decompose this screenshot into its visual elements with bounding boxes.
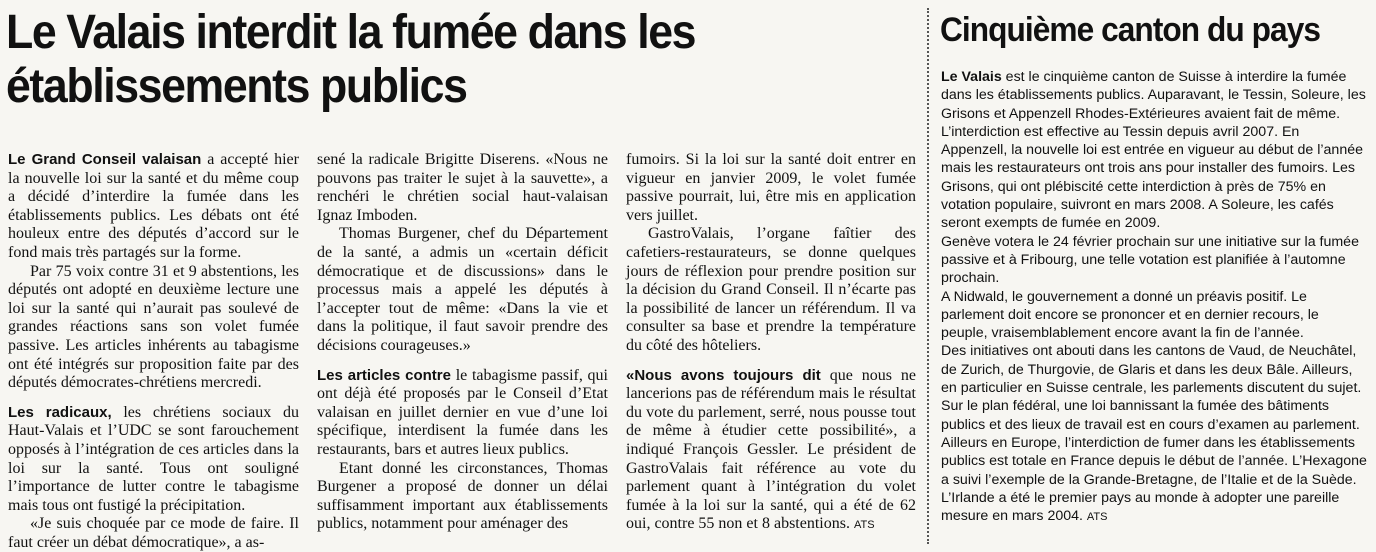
article-column-1 xyxy=(8,151,299,552)
paragraph: fumoirs. Si la loi sur la santé doit entrer en vigueur en janvier 2009, le volet fumée passive pourrait, lui, être mis en application vers juillet. xyxy=(626,151,916,224)
paragraph: Thomas Burgener, chef du Département de la santé, a admis un «certain déficit démocratique et de discussions» dans le processus mais a appelé les députés à l’accepter tout de même: «Dans la vie et dans la politique, il faut savoir prendre des décisions courageuses.» xyxy=(317,225,608,354)
paragraph-lead: Les radicaux, xyxy=(8,403,112,421)
paragraph: Etant donné les circonstances, Thomas Burgener a proposé de donner un délai suffisamment important aux établissements publics, notamment pour aménager des xyxy=(317,459,608,533)
paragraph xyxy=(626,367,916,535)
paragraph xyxy=(941,68,1368,233)
sidebar-title: Cinquième canton du pays xyxy=(940,11,1321,49)
paragraph: Par 75 voix contre 31 et 9 abstentions, les députés ont adopté en deuxième lecture une loi sur la santé qui n’aurait pas soulevé de grandes réactions sans son volet fumée passive. Les articles inhérents au tabagisme ont été intégrés sur proposition faite par des députés démocrates-chrétiens mercredi. xyxy=(8,262,299,392)
paragraph-lead: Le Grand Conseil valaisan xyxy=(8,151,202,168)
paragraph: GastroValais, l’organe faîtier des cafetiers-restaurateurs, se donne quelques jours de réflexion pour prendre position sur la décision du Grand Conseil. Il n’écarte pas la possibilité de lancer un référendum. Il va consulter sa base et prendre la température du côté des hôteliers. xyxy=(626,225,916,354)
paragraph xyxy=(8,404,299,516)
paragraph xyxy=(8,151,299,263)
paragraph-text: que nous ne lancerions pas de référendum mais le résultat du vote du parlement, serré, nous pousse tout de même à étudier cette possibilité», a indiqué François Gessler. Le président de GastroValais fait référence au vote du parlement quant à l’intégration du volet fumée à la loi sur la santé, qui a été de 62 oui, contre 55 non et 8 abstentions. xyxy=(626,366,917,533)
paragraph: Genève votera le 24 février prochain sur une initiative sur la fumée passive et à Fribourg, une telle votation est planifiée à l’automne prochain. xyxy=(941,233,1359,287)
article-column-3 xyxy=(626,151,916,535)
paragraph: sené la radicale Brigitte Diserens. «Nous ne pouvons pas traiter le sujet à la sauvette», a renchéri le chrétien social haut-valaisan Ignaz Imboden. xyxy=(317,151,608,224)
paragraph-text: est le cinquième canton de Suisse à interdire la fumée dans les établissements publics. Auparavant, le Tessin, Soleure, les Grisons et Appenzell Rhodes-Extérieures avaient fait de même. L’interdiction est effective au Tessin depuis avril 2007. En Appenzell, la nouvelle loi est entrée en vigueur au début de l’année mais les restaurateurs ont trois ans pour installer des fumoirs. Les Grisons, qui ont plébiscité cette interdiction à près de 75% en votation populaire, suivront en mars 2008. A Soleure, les cafés seront exempts de fumée en 2009. xyxy=(941,69,1366,232)
paragraph: Des initiatives ont abouti dans les cantons de Vaud, de Neuchâtel, de Zurich, de Thurgovie, de Glaris et dans les deux Bâle. Ailleurs, en particulier en Suisse centrale, les parlements discutent du sujet. xyxy=(941,343,1362,397)
paragraph-lead: «Nous avons toujours dit xyxy=(626,366,821,384)
article-column-2 xyxy=(317,151,608,534)
paragraph xyxy=(317,367,608,460)
agency-credit: ATS xyxy=(1086,511,1108,524)
paragraph-lead: Le Valais xyxy=(941,69,1002,85)
paragraph: A Nidwald, le gouvernement a donné un préavis positif. Le parlement doit encore se prononcer et en dernier recours, le peuple, vraisemblablement encore avant la fin de l’année. xyxy=(941,288,1319,342)
paragraph xyxy=(941,434,1368,526)
sidebar-body xyxy=(941,68,1368,526)
paragraph: «Je suis choquée par ce mode de faire. Il faut créer un débat démocratique», a as- xyxy=(8,515,299,551)
column-divider xyxy=(927,8,929,544)
paragraph: Sur le plan fédéral, une loi bannissant la fumée des bâtiments publics et des lieux de travail est en cours d’examen au parlement. xyxy=(941,398,1360,433)
agency-credit: ATS xyxy=(853,519,875,532)
paragraph-text: les chrétiens sociaux du Haut-Valais et l’UDC se sont farouchement opposés à l’intégration de ces articles dans la loi sur la santé. Tous ont souligné l’importance de lutter contre le tabagisme mais tous ont fustigé la précipitation. xyxy=(8,403,299,514)
paragraph-text: Ailleurs en Europe, l’interdiction de fumer dans les établissements publics est totale en France depuis le début de l’année. L’Hexagone a suivi l’exemple de la Grande-Bretagne, de l’Italie et de la Suède. L’Irlande a été le premier pays au monde à adopter une pareille mesure en mars 2004. xyxy=(941,434,1367,525)
paragraph-text: a accepté hier la nouvelle loi sur la santé et du même coup a décidé d’interdire la fumée dans les établissements publics. Les débats ont été houleux entre des députés d’accord sur le fond mais très partagés sur la forme. xyxy=(8,151,299,261)
paragraph-text: le tabagisme passif, qui ont déjà été proposés par le Conseil d’Etat valaisan en juillet dernier en vue d’une loi spécifique, interdisent la fumée dans les restaurants, bars et autres lieux publics. xyxy=(317,366,609,458)
paragraph-lead: Les articles contre xyxy=(317,366,451,384)
article-headline: Le Valais interdit la fumée dans les établissements publics xyxy=(6,6,696,113)
